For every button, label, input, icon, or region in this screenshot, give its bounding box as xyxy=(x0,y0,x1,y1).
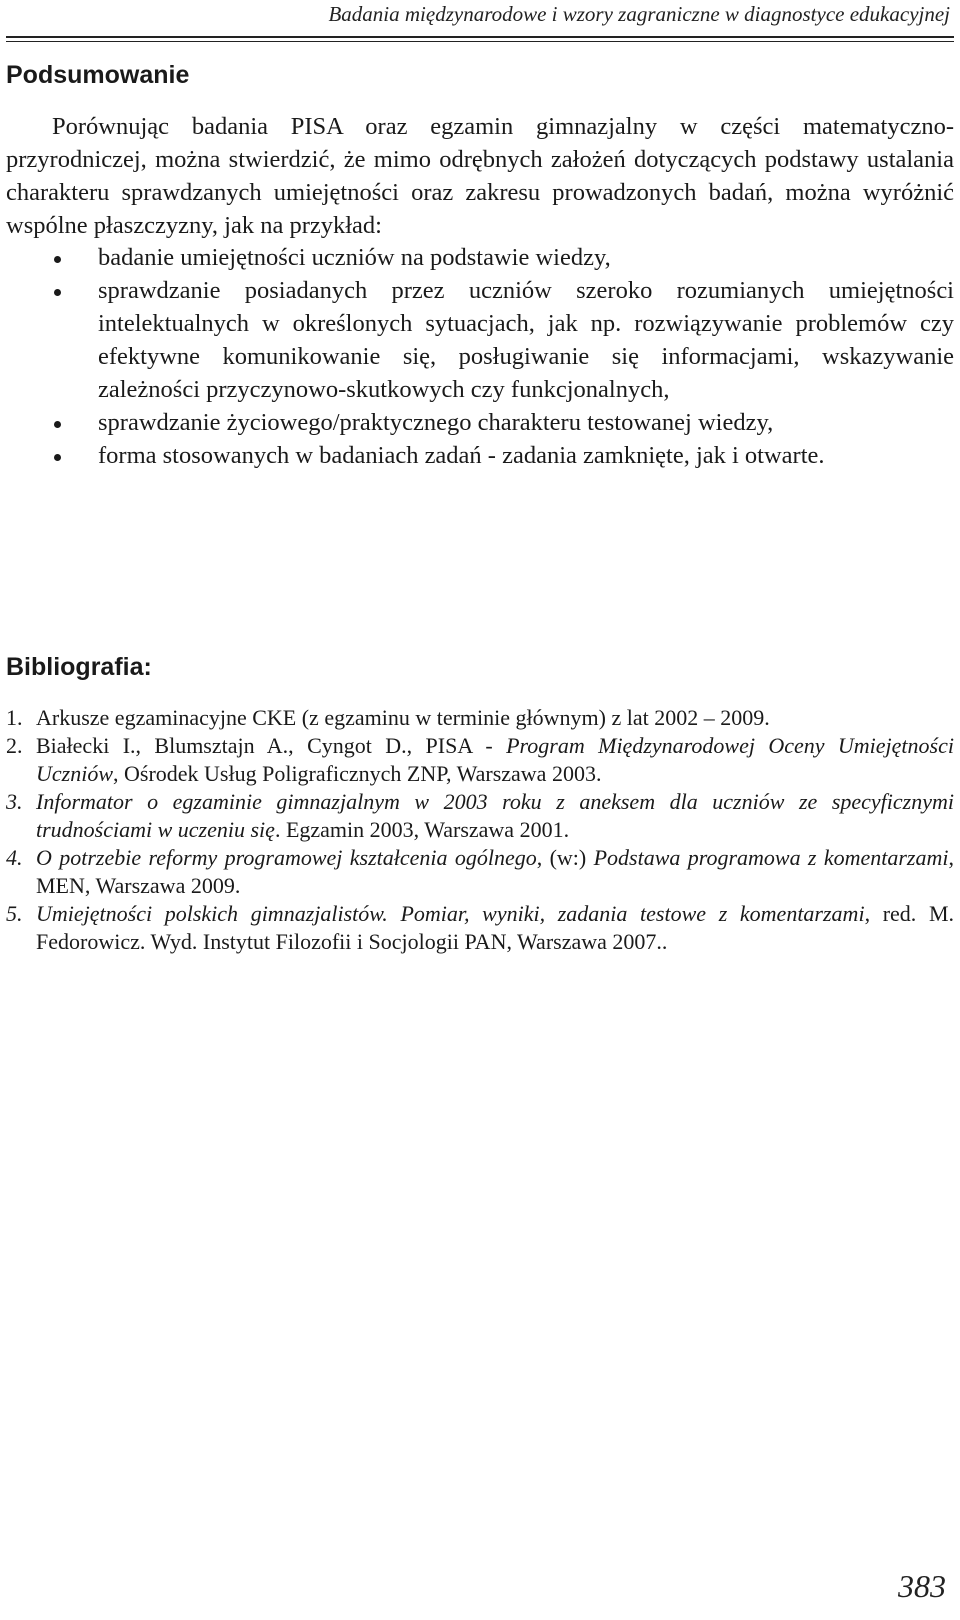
bibliography-entry xyxy=(6,704,954,732)
running-title: Badania międzynarodowe i wzory zagraniczne w diagnostyce edukacyjnej xyxy=(328,2,950,26)
entry-authors: Białecki I., Blumsztajn A., Cyngot D., PISA - xyxy=(36,733,507,758)
entry-publisher: , Ośrodek Usług Poligraficznych ZNP, Warszawa 2003. xyxy=(113,761,602,786)
entry-number: 1. xyxy=(6,705,23,730)
entry-title: Program Międzynarodowej Oceny Umiejętności Uczniów xyxy=(36,733,954,786)
entry-number: 2. xyxy=(6,733,23,758)
bullet-text: sprawdzanie posiadanych przez uczniów szeroko rozumianych umiejętności intelektualnych w określonych sytuacjach, jak np. rozwiązywanie problemów czy efektywne komunikowanie się, posługiwanie się informacjami, wskazywanie zależności przyczynowo-skutkowych czy funkcjonalnych, xyxy=(98,277,954,403)
entry-number: 4. xyxy=(6,845,23,870)
summary-bullet-list xyxy=(6,241,954,472)
entry-publisher: , MEN, Warszawa 2009. xyxy=(36,845,954,898)
entry-text: Arkusze egzaminacyjne CKE (z egzaminu w terminie głównym) z lat 2002 – 2009. xyxy=(36,705,770,730)
entry-publisher: . Egzamin 2003, Warszawa 2001. xyxy=(274,817,570,842)
bullet-icon xyxy=(54,454,61,461)
entry-title: Umiejętności polskich gimnazjalistów. Pomiar, wyniki, zadania testowe z komentarzami xyxy=(36,901,865,926)
bibliography-heading: Bibliografia: xyxy=(6,653,152,681)
bibliography-entry xyxy=(6,732,954,788)
bullet-item xyxy=(6,406,954,439)
bullet-icon xyxy=(54,421,61,428)
bibliography-entry xyxy=(6,844,954,900)
bullet-item xyxy=(6,439,954,472)
entry-title: O potrzebie reformy programowej kształcenia ogólnego xyxy=(36,845,537,870)
header-rule xyxy=(6,36,954,38)
bibliography-entry xyxy=(6,788,954,844)
bullet-icon xyxy=(54,289,61,296)
bullet-text: sprawdzanie życiowego/praktycznego charakteru testowanej wiedzy, xyxy=(98,409,774,436)
entry-connector: , (w:) xyxy=(536,845,594,870)
entry-number: 5. xyxy=(6,901,23,926)
summary-heading: Podsumowanie xyxy=(6,61,190,89)
bullet-text: forma stosowanych w badaniach zadań - zadania zamknięte, jak i otwarte. xyxy=(98,442,825,469)
bullet-item xyxy=(6,274,954,406)
bullet-icon xyxy=(54,256,61,263)
bullet-item xyxy=(6,241,954,274)
header-rule-thin xyxy=(6,41,954,42)
summary-intro-paragraph: Porównując badania PISA oraz egzamin gimnazjalny w części matematyczno-przyrodniczej, można stwierdzić, że mimo odrębnych założeń dotyczących podstawy ustalania charakteru sprawdzanych umiejętności oraz zakresu prowadzonych badań, można wyróżnić wspólne płaszczyzny, jak na przykład: xyxy=(6,113,954,239)
entry-number: 3. xyxy=(6,789,23,814)
page-number: 383 xyxy=(898,1568,946,1604)
bibliography-entry xyxy=(6,900,954,956)
entry-source-title: Podstawa programowa z komentarzami xyxy=(593,845,949,870)
entry-publisher: , red. M. Fedorowicz. Wyd. Instytut Filozofii i Socjologii PAN, Warszawa 2007.. xyxy=(36,901,955,954)
bullet-text: badanie umiejętności uczniów na podstawie wiedzy, xyxy=(98,244,611,271)
bibliography-list xyxy=(6,704,954,956)
entry-title: Informator o egzaminie gimnazjalnym w 2003 roku z aneksem dla uczniów ze specyficznymi trudnościami w uczeniu się xyxy=(36,789,954,842)
